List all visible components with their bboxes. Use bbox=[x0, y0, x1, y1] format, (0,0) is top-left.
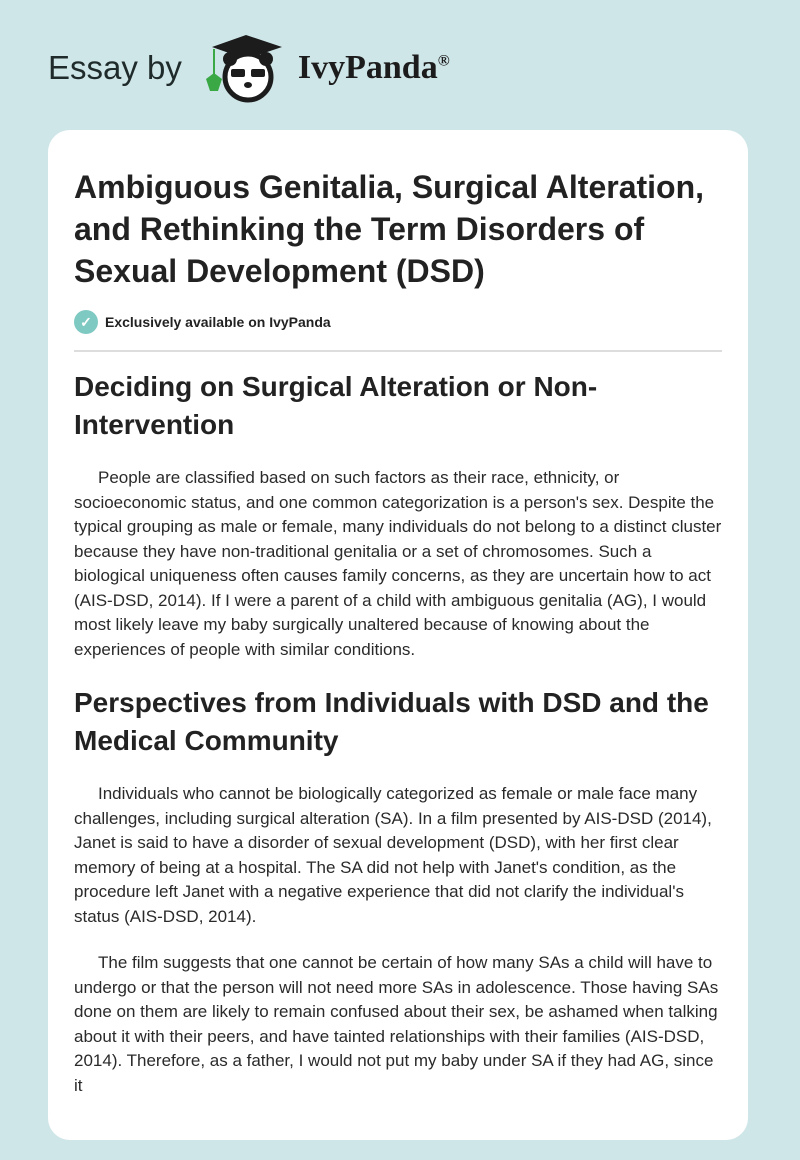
badge-label: Exclusively available on IvyPanda bbox=[105, 314, 331, 330]
exclusive-badge bbox=[74, 310, 722, 334]
ivypanda-logo-icon[interactable] bbox=[202, 33, 290, 103]
essay-by-label: Essay by bbox=[48, 49, 182, 86]
check-icon: ✓ bbox=[74, 310, 98, 334]
brand-name bbox=[298, 49, 450, 87]
section-heading: Perspectives from Individuals with DSD and the Medical Community bbox=[74, 687, 709, 756]
paragraph: People are classified based on such factors as their race, ethnicity, or socioeconomic status, and one common categorization is a person's sex. Despite the typical grouping as male or female, many individuals do not belong to a distinct cluster because they have non-traditional genitalia or a set of chromosomes. Such a biological uniqueness often causes family concerns, as they are uncertain how to act (AIS-DSD, 2014). If I were a parent of a child with ambiguous genitalia (AG), I would most likely leave my baby surgically unaltered because of knowing about the experiences of people with similar conditions. bbox=[74, 468, 722, 659]
site-header bbox=[48, 36, 450, 100]
registered-mark: ® bbox=[437, 52, 450, 70]
article-card bbox=[48, 130, 748, 1140]
article-title: Ambiguous Genitalia, Surgical Alteration, and Rethinking the Term Disorders of Sexual Development (DSD) bbox=[74, 169, 705, 289]
paragraph: Individuals who cannot be biologically categorized as female or male face many challenges, including surgical alteration (SA). In a film presented by AIS-DSD (2014), Janet is said to have a disorder of sexual development (DSD), with her first clear memory of being at a hospital. The SA did not help with Janet's condition, as the procedure left Janet with a negative experience that did not clarify the individual's status (AIS-DSD, 2014). bbox=[74, 784, 712, 926]
section-heading: Deciding on Surgical Alteration or Non-Intervention bbox=[74, 371, 598, 440]
divider bbox=[74, 350, 722, 352]
paragraph: The film suggests that one cannot be certain of how many SAs a child will have to undergo or that the person will not need more SAs in adolescence. Those having SAs done on them are likely to remain confused about their sex, be ashamed when talking about it with their peers, and have tainted relationships with their families (AIS-DSD, 2014). Therefore, as a father, I would not put my baby under SA if they had AG, since it bbox=[74, 953, 719, 1095]
brand-text: IvyPanda bbox=[297, 49, 438, 86]
